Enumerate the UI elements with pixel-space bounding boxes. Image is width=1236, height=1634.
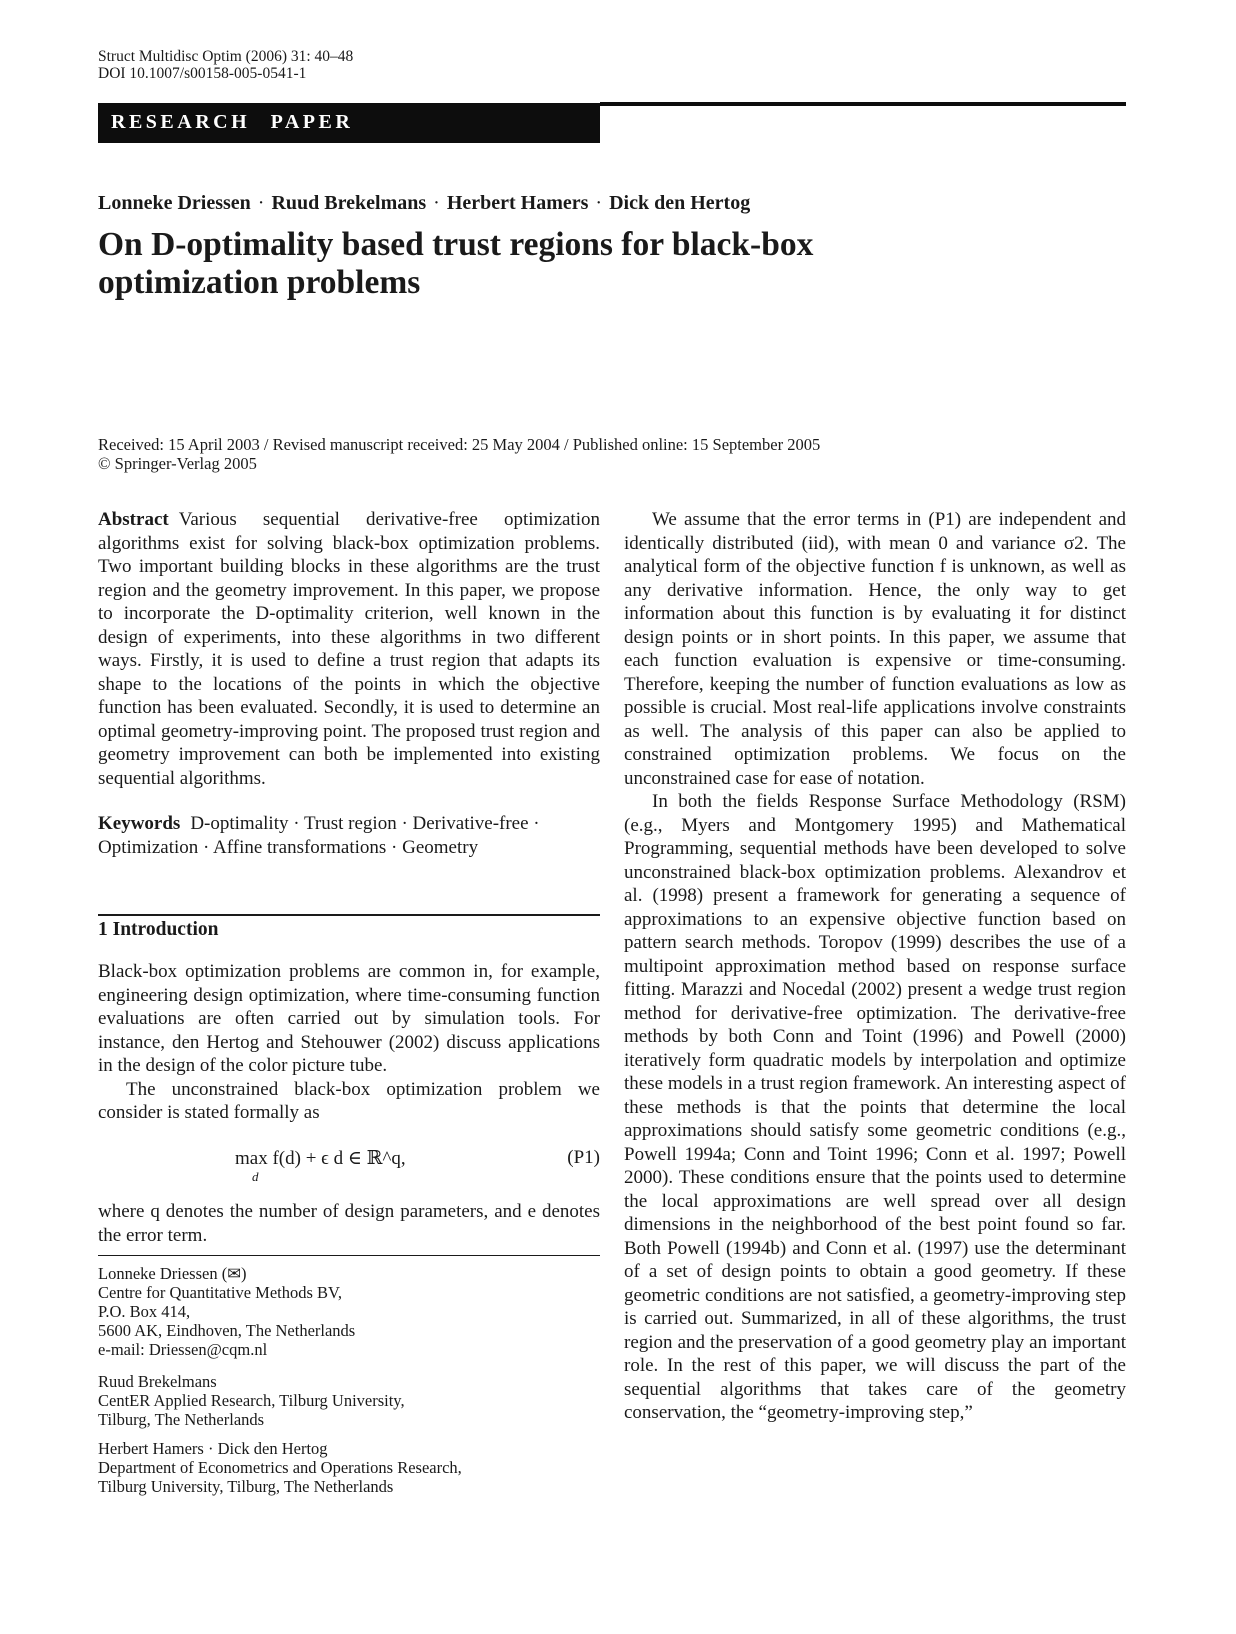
author: Ruud Brekelmans	[271, 192, 427, 214]
author-separator: ·	[595, 192, 603, 214]
affiliation-line: P.O. Box 414,	[98, 1302, 191, 1321]
affiliation-line: Tilburg, The Netherlands	[98, 1410, 265, 1429]
paper-title	[98, 226, 1078, 302]
affiliation-name: Herbert Hamers · Dick den Hertog	[98, 1439, 328, 1458]
abstract-text: Various sequential derivative-free optimization algorithms exist for solving black-box optimization problems. Two important building blocks in these algorithms are the trust region and the geometry improvement. In this paper, we propose to incorporate the D-optimality criterion, well known in the design of experiments, into these algorithms in two different ways. Firstly, it is used to define a trust region that adapts its shape to the locations of the points in which the objective function has been evaluated. Secondly, it is used to determine an optimal geometry-improving point. The proposed trust region and geometry improvement can both be implemented into existing sequential algorithms.	[98, 509, 600, 789]
abstract	[98, 508, 600, 790]
body-text-right	[624, 508, 1126, 1425]
author-separator: ·	[257, 192, 265, 214]
affiliation-line: CentER Applied Research, Tilburg University,	[98, 1391, 405, 1410]
journal-citation: Struct Multidisc Optim (2006) 31: 40–48	[98, 48, 354, 65]
copyright: © Springer-Verlag 2005	[98, 454, 257, 473]
keywords-label: Keywords	[98, 813, 181, 834]
doi: DOI 10.1007/s00158-005-0541-1	[98, 65, 307, 82]
section-heading: 1 Introduction	[98, 919, 219, 940]
equation-p1	[98, 1147, 600, 1183]
equation-subscript: d	[252, 1169, 259, 1184]
abstract-label: Abstract	[98, 509, 169, 530]
paragraph: In both the fields Response Surface Methodology (RSM) (e.g., Myers and Montgomery 1995) and Mathematical Programming, sequential methods have been developed to solve unconstrained black-box optimization problems. Alexandrov et al. (1998) present a framework for generating a sequence of approximations to an expensive objective function based on pattern search methods. Toropov (1999) describes the use of a multipoint approximation method based on response surface fitting. Marazzi and Nocedal (2002) present a wedge trust region method for derivative-free optimization. The derivative-free methods by both Conn and Toint (1996) and Powell (2000) iteratively form quadratic models by interpolation and optimize these models in a trust region framework. An interesting aspect of these methods is that the points that determine the local approximations should satisfy some geometric conditions (e.g., Powell 1994a; Conn and Toint 1996; Conn et al. 1997; Powell 2000). These conditions ensure that the points used to determine the local approximations are well spread over all design dimensions in the neighborhood of the best point found so far. Both Powell (1994b) and Conn et al. (1997) use the determinant of a set of design points to obtain a good geometry. If these geometric conditions are not satisfied, a geometry-improving step is carried out. Summarized, in all of these algorithms, the trust region and the preservation of a good geometry play an important role. In the rest of this paper, we will discuss the part of the sequential algorithms that takes care of the geometry conservation, the “geometry-improving step,”	[624, 791, 1126, 1423]
equation-body: max f(d) + ϵ d ∈ ℝ^q,	[235, 1148, 406, 1169]
affiliation-name: Ruud Brekelmans	[98, 1372, 217, 1391]
title-line: On D-optimality based trust regions for black-box	[98, 226, 814, 263]
author-separator: ·	[433, 192, 440, 214]
paragraph: Black-box optimization problems are common in, for example, engineering design optimization, where time-consuming function evaluations are often carried out by simulation tools. For instance, den Hertog and Stehouwer (2002) discuss applications in the design of the color picture tube.	[98, 961, 600, 1076]
affiliation	[98, 1372, 405, 1429]
intro-text	[98, 960, 600, 1125]
paragraph: The unconstrained black-box optimization problem we consider is stated formally as	[98, 1078, 600, 1123]
affiliation	[98, 1264, 355, 1359]
author-list	[98, 192, 750, 215]
article-type-banner	[98, 103, 600, 143]
email: e-mail: Driessen@cqm.nl	[98, 1340, 268, 1359]
journal-header	[98, 48, 353, 82]
header-rule	[600, 102, 1126, 106]
paragraph: We assume that the error terms in (P1) are independent and identically distributed (iid), with mean 0 and variance σ2. The analytical form of the objective function f is unknown, as well as any derivative information. Hence, the only way to get information about this function is by evaluating it for distinct design points or in short points. In this paper, we assume that each function evaluation is expensive or time-consuming. Therefore, keeping the number of function evaluations as low as possible is crucial. Most real-life applications involve constraints as well. The analysis of this paper can also be applied to constrained optimization problems. We focus on the unconstrained case for ease of notation.	[624, 509, 1126, 789]
author: Dick den Hertog	[609, 192, 751, 214]
affiliation-line: Centre for Quantitative Methods BV,	[98, 1283, 342, 1302]
equation-label: (P1)	[567, 1147, 600, 1168]
received-dates: Received: 15 April 2003 / Revised manuscript received: 25 May 2004 / Published online: 15 September 2005	[98, 435, 821, 454]
keywords-line: Optimization · Affine transformations · Geometry	[98, 836, 479, 858]
footnote-rule	[98, 1255, 600, 1256]
section-rule	[98, 914, 600, 916]
affiliation-name: Lonneke Driessen (✉)	[98, 1264, 247, 1283]
publication-history	[98, 435, 820, 473]
affiliation	[98, 1439, 462, 1496]
affiliation-line: Department of Econometrics and Operations Research,	[98, 1458, 462, 1477]
intro-text-cont	[98, 1200, 600, 1247]
article-type-label: RESEARCH PAPER	[111, 111, 354, 133]
author: Herbert Hamers	[446, 192, 589, 214]
paragraph: where q denotes the number of design parameters, and e denotes the error term.	[98, 1201, 600, 1246]
keywords	[98, 812, 600, 859]
affiliation-line: 5600 AK, Eindhoven, The Netherlands	[98, 1321, 356, 1340]
title-line: optimization problems	[98, 264, 421, 301]
keywords-line: D-optimality · Trust region · Derivative-free ·	[190, 813, 540, 834]
author: Lonneke Driessen	[98, 192, 251, 214]
affiliation-line: Tilburg University, Tilburg, The Netherlands	[98, 1477, 394, 1496]
